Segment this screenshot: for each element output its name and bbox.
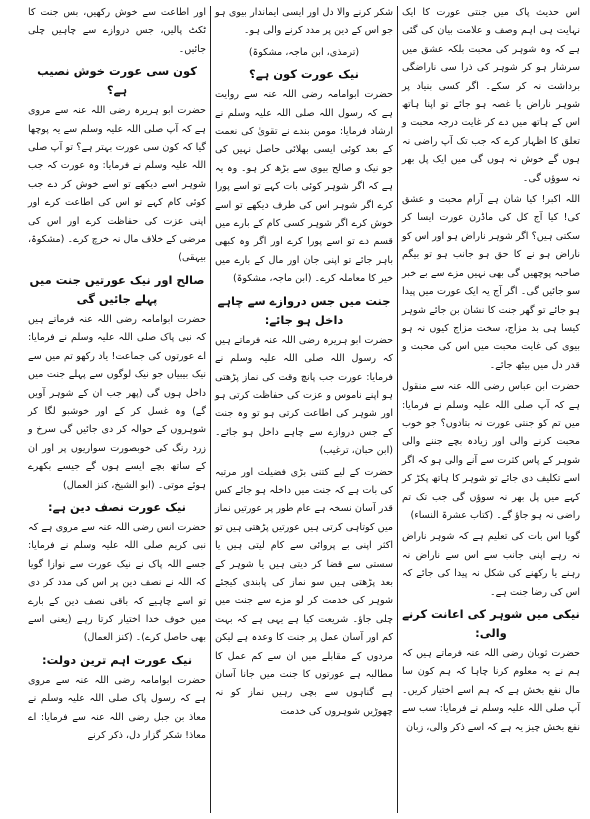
paragraph: حضرت ابوامامہ رضی اللہ عنہ فرماتے ہیں کہ نبی پاک صلی اللہ علیہ وسلم نے فرمایا: اے عورتوں کی جماعت! یاد رکھو تم میں سے نیک بیبیاں جو نیک لوگوں سے پہلے جنت میں داخل ہوں گی (پھر جب ان کے شوہر آویں گے) وہ غسل کر کے اور خوشبو لگا کر شوہروں کے حوالہ کر دی جائیں گی سرخ و زرد رنگ کی خوبصورت سواریوں پر اور ان کے ساتھ بچے ایسے ہوں گے جیسے بکھرے ہوئے موتی۔ (ابو الشیخ، کنز العمال) xyxy=(28,313,206,491)
section-heading: جنت میں جس دروازے سے چاہے داخل ہو جائے: xyxy=(217,293,391,327)
paragraph: اللہ اکبر! کیا شان ہے آرام محبت و عشق کی! کیا آج کل کی ماڈرن عورت ایسا کر سکتی ہیں؟ اگر شوہر ناراض ہو اور اس کو ناراض ہو نے کا حق ہو جانب ہو تو بیگم صاحبہ پوچھیں گی بھی نہیں مزے سے بے خبر سو جائیں گی۔ اگر آج یہ ایک عورت میں پیدا ہو جائے تو گھر جنت کا نشان بن جائے شوہر کیسا ہی بد مزاج، سخت مزاج کیوں نہ ہو بیوی کی غایت محبت میں اس کی محبت و قدر دل میں بیٹھ جائے۔ xyxy=(402,194,580,371)
section-heading: صالح اور نیک عورتیں جنت میں پہلے جائیں گی xyxy=(29,272,205,306)
paragraph: اس حدیث پاک میں جنتی عورت کا ایک نہایت ہی اہم وصف و علامت بیان کی گئی ہے کہ وہ شوہر کی محبت بلکہ عشق میں سرشار ہو کر شوہر کی ذرا سی ناراضگی برداشت نہ کر سکے۔ اگر کسی بنیاد پر شوہر ناراض یا غصہ ہو جائے تو اپنا ہاتھ اس کے ہاتھ میں دے کر غایت درجہ محبت و تعلق کا اظہار کرے کہ جب تک آپ راضی نہ ہوں گے خوش نہ ہوں گی میں ایک پل بھر نہ سوؤں گی۔ xyxy=(402,7,580,184)
paragraph: حضرت ابوامامہ رضی اللہ عنہ سے مروی ہے کہ رسول پاک صلی اللہ علیہ وسلم نے معاذ بن جبل رضی اللہ عنہ سے فرمایا: اے معاذ! شکر گزار دل، ذکر کرنے xyxy=(28,674,206,741)
section-heading: نیکی میں شوہر کی اعانت کرنے والی: xyxy=(402,607,580,640)
paragraph: حضرت ثوبان رضی اللہ عنہ فرماتے ہیں کہ ہم نے یہ معلوم کرنا چاہا کہ ہم کون سا مال نفع بخش ہے کہ ہم اسے اختیار کریں۔ آپ صلی اللہ علیہ وسلم نے فرمایا: سب سے نفع بخش چیز یہ ہے کہ اسے ذکر والی، زبان xyxy=(402,648,580,733)
section-heading: نیک عورت نصف دین ہے: xyxy=(47,499,187,514)
paragraph: اور اطاعت سے خوش رکھیں، بس جنت کا ٹکٹ پالیں، جس دروازے سے چاہیں چلی جائیں۔ xyxy=(28,7,206,55)
paragraph: حضرت ابو ہریرہ رضی اللہ عنہ سے مروی ہے کہ آپ صلی اللہ علیہ وسلم سے یہ پوچھا گیا کہ کون سی عورت بہتر ہے؟ تو آپ صلی اللہ علیہ وسلم نے فرمایا: وہ عورت کہ جب شوہر اسے دیکھے تو اسے خوش کر دے جب کوئی کام کہے تو اس کی اطاعت کرے اور اپنی عزت کی حفاظت کرے اور اس کی مرضی کے خلاف مال نہ خرچ کرے۔ (مشکوۃ، بیہقی) xyxy=(28,105,206,264)
columns xyxy=(6,4,584,815)
paragraph: حضرت ابن عباس رضی اللہ عنہ سے منقول ہے کہ آپ صلی اللہ علیہ وسلم نے فرمایا: میں تم کو جنتی عورت نہ بتادوں؟ جو خوب محبت کرنے والی اور زیادہ بچے جننے والی شوہر کے پاس کثرت سے آنے والی ہو کہ اگر اسے تکلیف دی جائے تو شوہر کا ہاتھ پکڑ کر کہے میں پل بھر نہ سوؤں گی جب تک تم راضی نہ ہو جاؤ گے۔ (کتاب عشرۃ النساء) xyxy=(402,381,580,521)
section-heading: نیک عورت کون ہے؟ xyxy=(249,67,359,82)
paragraph: حضرت ابو ہریرہ رضی اللہ عنہ فرماتے ہیں کہ رسول اللہ صلی اللہ علیہ وسلم نے فرمایا: عورت جب پانچ وقت کی نماز پڑھتی ہو اپنے ناموس و عزت کی حفاظت کرتی ہو اور شوہر کی اطاعت کرتی ہو تو وہ جنت کے جس دروازے سے چاہے داخل ہو جائے۔ (ابن حبان، ترغیب) xyxy=(215,334,393,457)
paragraph: شکر کرنے والا دل اور ایسی ایماندار بیوی ہو جو اس کے دین پر مدد کرنے والی ہو۔ xyxy=(215,7,393,37)
section-heading: کون سی عورت خوش نصیب ہے؟ xyxy=(37,64,197,98)
section-heading: نیک عورت اہم ترین دولت: xyxy=(41,652,193,667)
paragraph: گویا اس بات کی تعلیم ہے کہ شوہر ناراض نہ رہے اپنی جانب سے اس سے ناراض نہ رہنے یا رکھنے کی شکل نہ پیدا کی جائے کہ اس کی رضا جنت ہے۔ xyxy=(402,531,580,598)
paragraph: حضرت انس رضی اللہ عنہ سے مروی ہے کہ نبی کریم صلی اللہ علیہ وسلم نے فرمایا: جسے اللہ پاک نے نیک عورت سے نوازا گویا کہ اللہ نے نصف دین پر اس کی مدد کر دی تو اسے چاہیے کہ باقی نصف دین کے بارے میں خوف خدا اختیار کرتا رہے (یعنی اسے بھی حاصل کرے)۔ (کنز العمال) xyxy=(28,521,206,644)
column-right xyxy=(398,4,584,815)
column-left xyxy=(24,4,210,815)
paragraph: حضرت ابوامامہ رضی اللہ عنہ سے روایت ہے کہ رسول اللہ صلی اللہ علیہ وسلم نے ارشاد فرمایا: مومن بندے نے تقویٰ کی نعمت کے بعد کوئی ایسی بھلائی حاصل نہیں کی جو نیک و صالح بیوی سے بڑھ کر ہو۔ وہ یہ ہے کہ اگر شوہر کوئی بات کہے تو اسے پورا کرے اگر شوہر اس کی طرف دیکھے تو اسے خوش کرے اگر شوہر کسی کام کے بارے میں قسم دے تو اسے پورا کرے اور اگر وہ کبھی باہر جائے تو اپنی جان اور مال کے بارے میں خیر کا معاملہ کرے۔ (ابن ماجہ، مشکوۃ) xyxy=(215,89,393,285)
paragraph: (ترمذی، ابن ماجہ، مشکوۃ) xyxy=(248,46,360,58)
paragraph: حضرت کے لیے کتنی بڑی فضیلت اور مرتبہ کی بات ہے کہ جنت میں داخلہ ہو جائے کس قدر آسان نسخہ ہے عام طور پر عورتیں نماز میں کوتاہی کرتی ہیں عورتیں پڑھتی ہیں تو اکثر اپنی بے پروائی سے کام لیتی ہیں یا سستی سے قضا کر دیتی ہیں یا شوہر کے بعد پڑھتی ہیں سو نماز کی پابندی کیجئے شوہر کی خدمت کر لو مزے سے جنت میں چلی جاؤ۔ شریعت کیا ہے یہی ہے کہ بہت کم اور آسان عمل پر جنت کا وعدہ ہے لیکن مردوں کے مقابلے میں ان سے کم عمل کا مطالبہ ہے عورتوں کا جنت میں جانا آسان ہے گناہوں سے بچی رہیں نماز کو نہ چھوڑیں شوہروں کی خدمت xyxy=(215,466,393,717)
column-middle xyxy=(211,4,397,815)
